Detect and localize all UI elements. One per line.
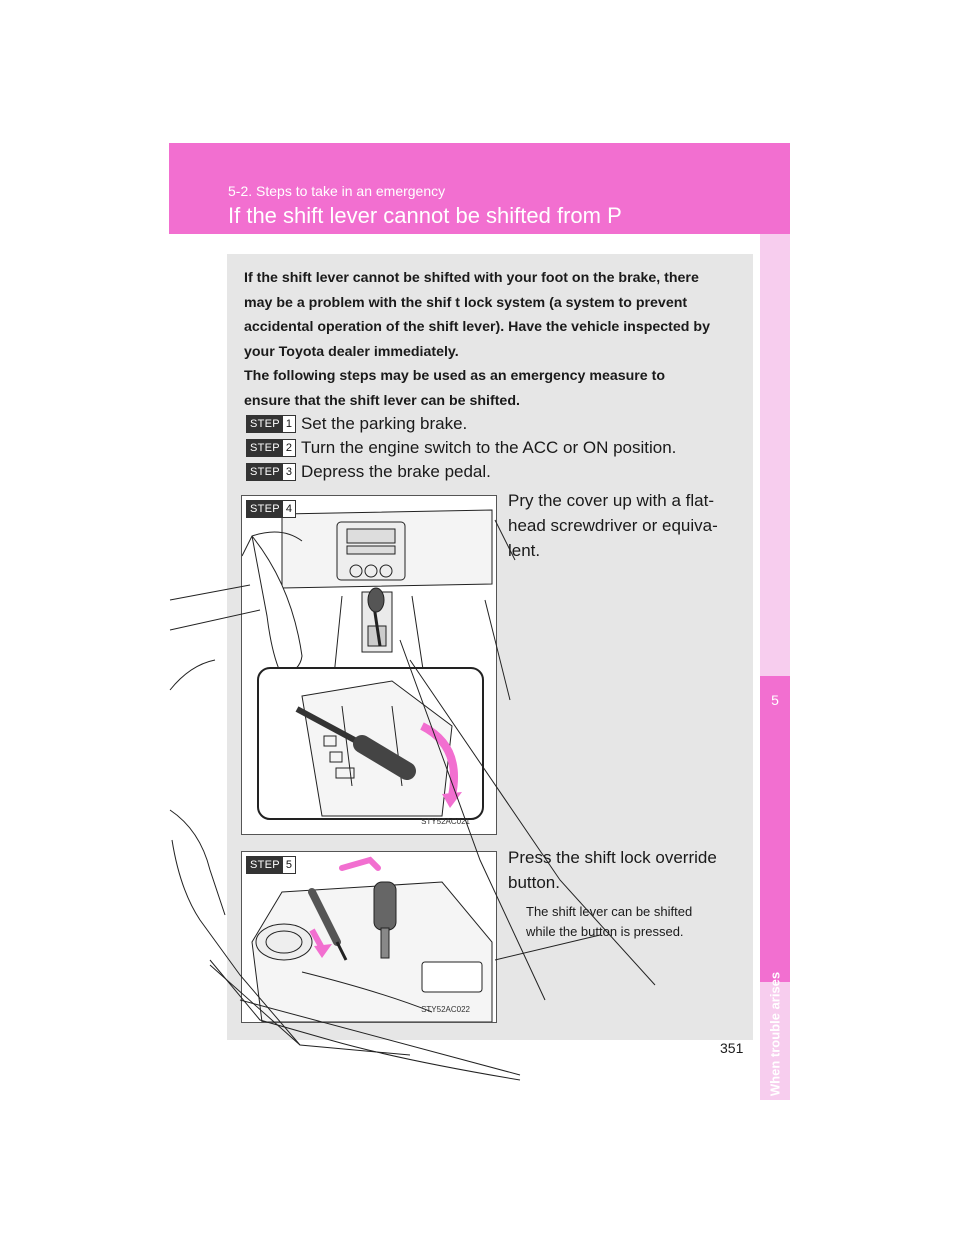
step-text: Set the parking brake. bbox=[300, 414, 468, 433]
step-5-line: button. bbox=[508, 873, 560, 892]
step-tag: STEP bbox=[247, 857, 283, 873]
intro-line: may be a problem with the shif t lock system (a system to prevent bbox=[244, 294, 688, 311]
step-number: 3 bbox=[283, 464, 295, 480]
step-text: Turn the engine switch to the ACC or ON position. bbox=[300, 438, 677, 457]
step-number: 5 bbox=[283, 857, 295, 873]
step-tag: STEP bbox=[247, 501, 283, 517]
intro-line: your Toyota dealer immediately. bbox=[244, 343, 459, 360]
step-badge bbox=[246, 500, 296, 518]
chapter-number: 5 bbox=[771, 692, 779, 708]
section-label: 5-2. Steps to take in an emergency bbox=[228, 183, 446, 199]
figure-code: STY52AC022 bbox=[421, 1005, 470, 1014]
step-number: 4 bbox=[283, 501, 295, 517]
step-badge bbox=[246, 856, 296, 874]
intro-line: ensure that the shift lever can be shifted. bbox=[244, 392, 520, 409]
step-tag: STEP bbox=[247, 440, 283, 456]
intro-line: The following steps may be used as an emergency measure to bbox=[244, 368, 666, 384]
step-4-line: lent. bbox=[508, 541, 541, 560]
intro-line: If the shift lever cannot be shifted with your foot on the brake, there bbox=[244, 270, 699, 286]
step-4-line: Pry the cover up with a flat- bbox=[508, 491, 714, 510]
step-tag: STEP bbox=[247, 416, 283, 432]
note-line: while the button is pressed. bbox=[526, 924, 684, 939]
intro-line: accidental operation of the shift lever). Have the vehicle inspected by bbox=[244, 319, 710, 335]
step-number: 1 bbox=[283, 416, 295, 432]
step-5-line: Press the shift lock override bbox=[508, 848, 717, 867]
note-line: The shift lever can be shifted bbox=[526, 904, 693, 919]
step-text: Depress the brake pedal. bbox=[300, 462, 491, 481]
step-number: 2 bbox=[283, 440, 295, 456]
step-tag: STEP bbox=[247, 464, 283, 480]
step-4-line: head screwdriver or equiva- bbox=[508, 516, 718, 535]
chapter-label: When trouble arises bbox=[767, 971, 783, 1097]
page-title: If the shift lever cannot be shifted from P bbox=[228, 203, 622, 228]
page-number: 351 bbox=[720, 1040, 744, 1056]
figure-code: STY52AC021 bbox=[421, 817, 470, 826]
